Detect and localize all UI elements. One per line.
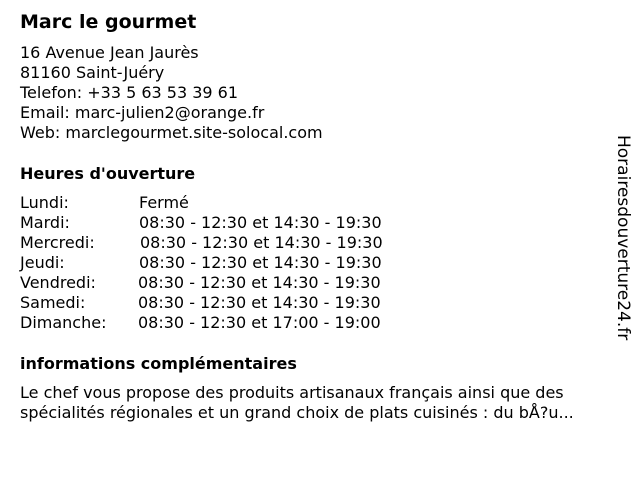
hours-row-dimanche (20, 313, 440, 333)
hours-table (20, 193, 440, 333)
hours-row-mardi (20, 213, 440, 233)
hours-row-jeudi (20, 253, 440, 273)
hours-row-mercredi (20, 233, 440, 253)
hours-row-lundi (20, 193, 440, 213)
site-watermark (613, 135, 640, 345)
address-street: 16 Avenue Jean Jaurès (20, 43, 199, 62)
hours-heading: Heures d'ouverture (20, 164, 196, 183)
hours-time-value: 08:30 - 12:30 et 14:30 - 19:30 (139, 253, 382, 272)
contact-block (20, 43, 323, 143)
info-line: spécialités régionales et un grand choix de plats cuisinés : du bÅ?u... (20, 403, 574, 422)
info-heading: informations complémentaires (20, 354, 297, 373)
hours-time-value: Fermé (139, 193, 189, 212)
web-line: Web: marclegourmet.site-solocal.com (20, 123, 323, 142)
hours-time-value: 08:30 - 12:30 et 17:00 - 19:00 (138, 313, 381, 332)
address-city: 81160 Saint-Juéry (20, 63, 165, 82)
hours-day-label: Jeudi: (20, 253, 65, 272)
phone-line: Telefon: +33 5 63 53 39 61 (20, 83, 239, 102)
hours-day-label: Vendredi: (20, 273, 96, 292)
hours-time-value: 08:30 - 12:30 et 14:30 - 19:30 (138, 273, 381, 292)
hours-day-label: Samedi: (20, 293, 86, 312)
watermark-text: Horairesdouverture24.fr (613, 135, 633, 341)
hours-day-label: Mardi: (20, 213, 70, 232)
hours-day-label: Dimanche: (20, 313, 107, 332)
hours-time-value: 08:30 - 12:30 et 14:30 - 19:30 (138, 293, 381, 312)
hours-row-samedi (20, 293, 440, 313)
hours-time-value: 08:30 - 12:30 et 14:30 - 19:30 (139, 213, 382, 232)
info-line: Le chef vous propose des produits artisanaux français ainsi que des (20, 383, 564, 402)
info-text (20, 383, 630, 423)
business-name: Marc le gourmet (20, 11, 197, 33)
hours-day-label: Lundi: (20, 193, 69, 212)
hours-time-value: 08:30 - 12:30 et 14:30 - 19:30 (140, 233, 383, 252)
hours-day-label: Mercredi: (20, 233, 95, 252)
hours-row-vendredi (20, 273, 440, 293)
email-line: Email: marc-julien2@orange.fr (20, 103, 265, 122)
